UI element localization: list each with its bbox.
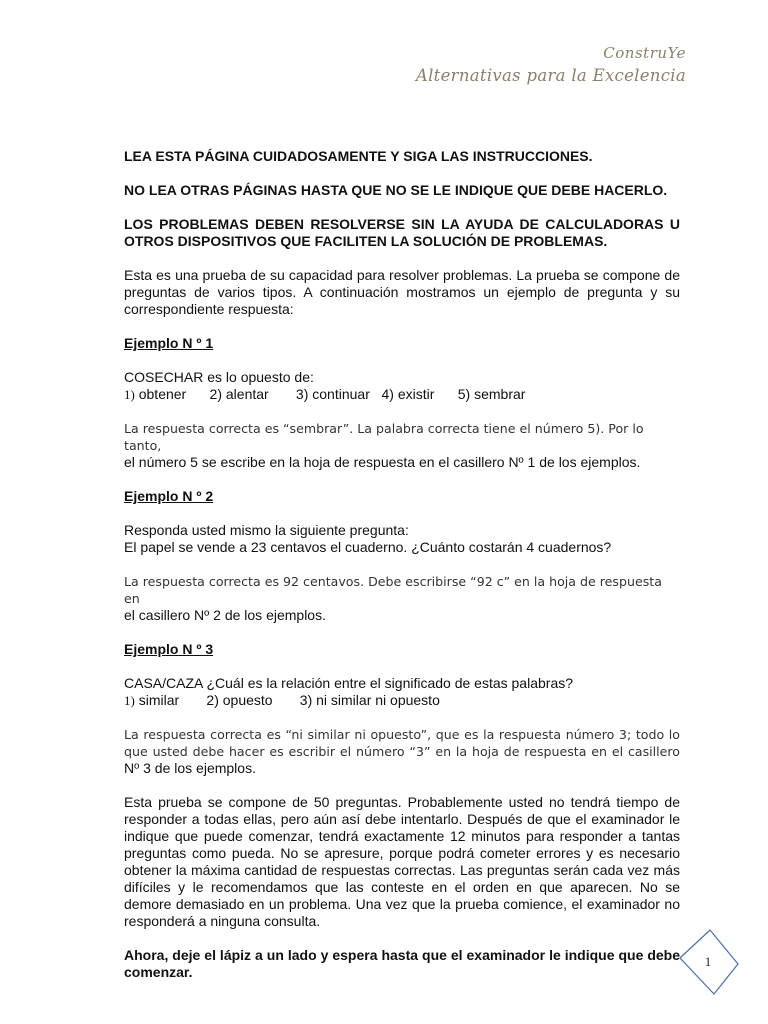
test-rules-paragraph: Esta prueba se compone de 50 preguntas. Probablemente usted no tendrá tiempo de responder a todas ellas, pero aún así debe intentarlo. Después de que el examinador le indique que puede comenzar, tendrá exactamente 12 minutos para responder a tantas preguntas como pueda. No se apresure, porque podrá cometer errores y es necesario obtener la máxima cantidad de respuestas correctas. Las preguntas serán cada vez más difíciles y le recomendamos que las conteste en el orden en que aparecen. No se demore demasiado en un problema. Una vez que la prueba comience, el examinador no responderá a ninguna consulta. bbox=[124, 794, 680, 929]
instruction-read-carefully: LEA ESTA PÁGINA CUIDADOSAMENTE Y SIGA LAS INSTRUCCIONES. bbox=[124, 148, 593, 164]
example-1-options-number: 1) bbox=[124, 387, 135, 402]
example-2-question-2: El papel se vende a 23 centavos el cuaderno. ¿Cuánto costarán 4 cuadernos? bbox=[124, 539, 612, 555]
example-3-options-number: 1) bbox=[124, 693, 135, 708]
example-1-options-text: obtener 2) alentar 3) continuar 4) existir 5) sembrar bbox=[134, 386, 526, 402]
example-3-answer-text: La respuesta correcta es “ni similar ni opuesto”, que es la respuesta número 3; todo lo que usted debe hacer es escribir el número “3” en la hoja de respuesta en el casillero bbox=[124, 727, 680, 759]
example-2-heading: Ejemplo N º 2 bbox=[124, 488, 214, 504]
instruction-no-calculators: LOS PROBLEMAS DEBEN RESOLVERSE SIN LA AYUDA DE CALCULADORAS U OTROS DISPOSITIVOS QUE FACILITEN LA SOLUCIÓN DE PROBLEMAS. bbox=[124, 216, 680, 249]
instruction-do-not-read-other: NO LEA OTRAS PÁGINAS HASTA QUE NO SE LE INDIQUE QUE DEBE HACERLO. bbox=[124, 182, 668, 198]
brand-tagline: Alternativas para la Excelencia bbox=[415, 66, 686, 85]
document-content bbox=[124, 148, 680, 981]
page-number: 1 bbox=[704, 954, 712, 969]
example-2-answer-tail: el casillero Nº 2 de los ejemplos. bbox=[124, 607, 326, 623]
page-number-badge bbox=[676, 926, 740, 996]
example-3-options-text: similar 2) opuesto 3) ni similar ni opuesto bbox=[134, 692, 440, 708]
example-2-question: Responda usted mismo la siguiente pregunta: bbox=[124, 522, 409, 538]
example-3-heading: Ejemplo N º 3 bbox=[124, 641, 214, 657]
example-2-answer bbox=[124, 573, 680, 624]
closing-instruction: Ahora, deje el lápiz a un lado y espera hasta que el examinador le indique que debe comenzar. bbox=[124, 947, 680, 980]
brand-name: ConstruYe bbox=[603, 44, 686, 62]
brand-header bbox=[416, 44, 686, 85]
example-2-answer-text: La respuesta correcta es 92 centavos. Debe escribirse “92 c” en la hoja de respuesta en bbox=[124, 574, 662, 606]
example-1-heading: Ejemplo N º 1 bbox=[124, 335, 214, 351]
example-1-question: COSECHAR es lo opuesto de: bbox=[124, 369, 314, 385]
example-3-answer-mid: Nº 3 bbox=[124, 760, 151, 776]
example-3-options bbox=[124, 692, 680, 709]
example-1-answer bbox=[124, 420, 680, 471]
example-3-question: CASA/CAZA ¿Cuál es la relación entre el significado de estas palabras? bbox=[124, 675, 574, 691]
example-1-options bbox=[124, 386, 680, 403]
example-1-answer-text: La respuesta correcta es “sembrar”. La palabra correcta tiene el número 5). Por lo tanto, bbox=[124, 421, 644, 453]
example-3-answer-tail: de los ejemplos. bbox=[154, 760, 256, 776]
intro-paragraph: Esta es una prueba de su capacidad para resolver problemas. La prueba se compone de preguntas de varios tipos. A continuación mostramos un ejemplo de pregunta y su correspondiente respuesta: bbox=[124, 267, 680, 317]
example-3-answer bbox=[124, 726, 680, 777]
example-1-answer-tail: el número 5 se escribe en la hoja de respuesta en el casillero Nº 1 de los ejemplos. bbox=[124, 454, 641, 470]
